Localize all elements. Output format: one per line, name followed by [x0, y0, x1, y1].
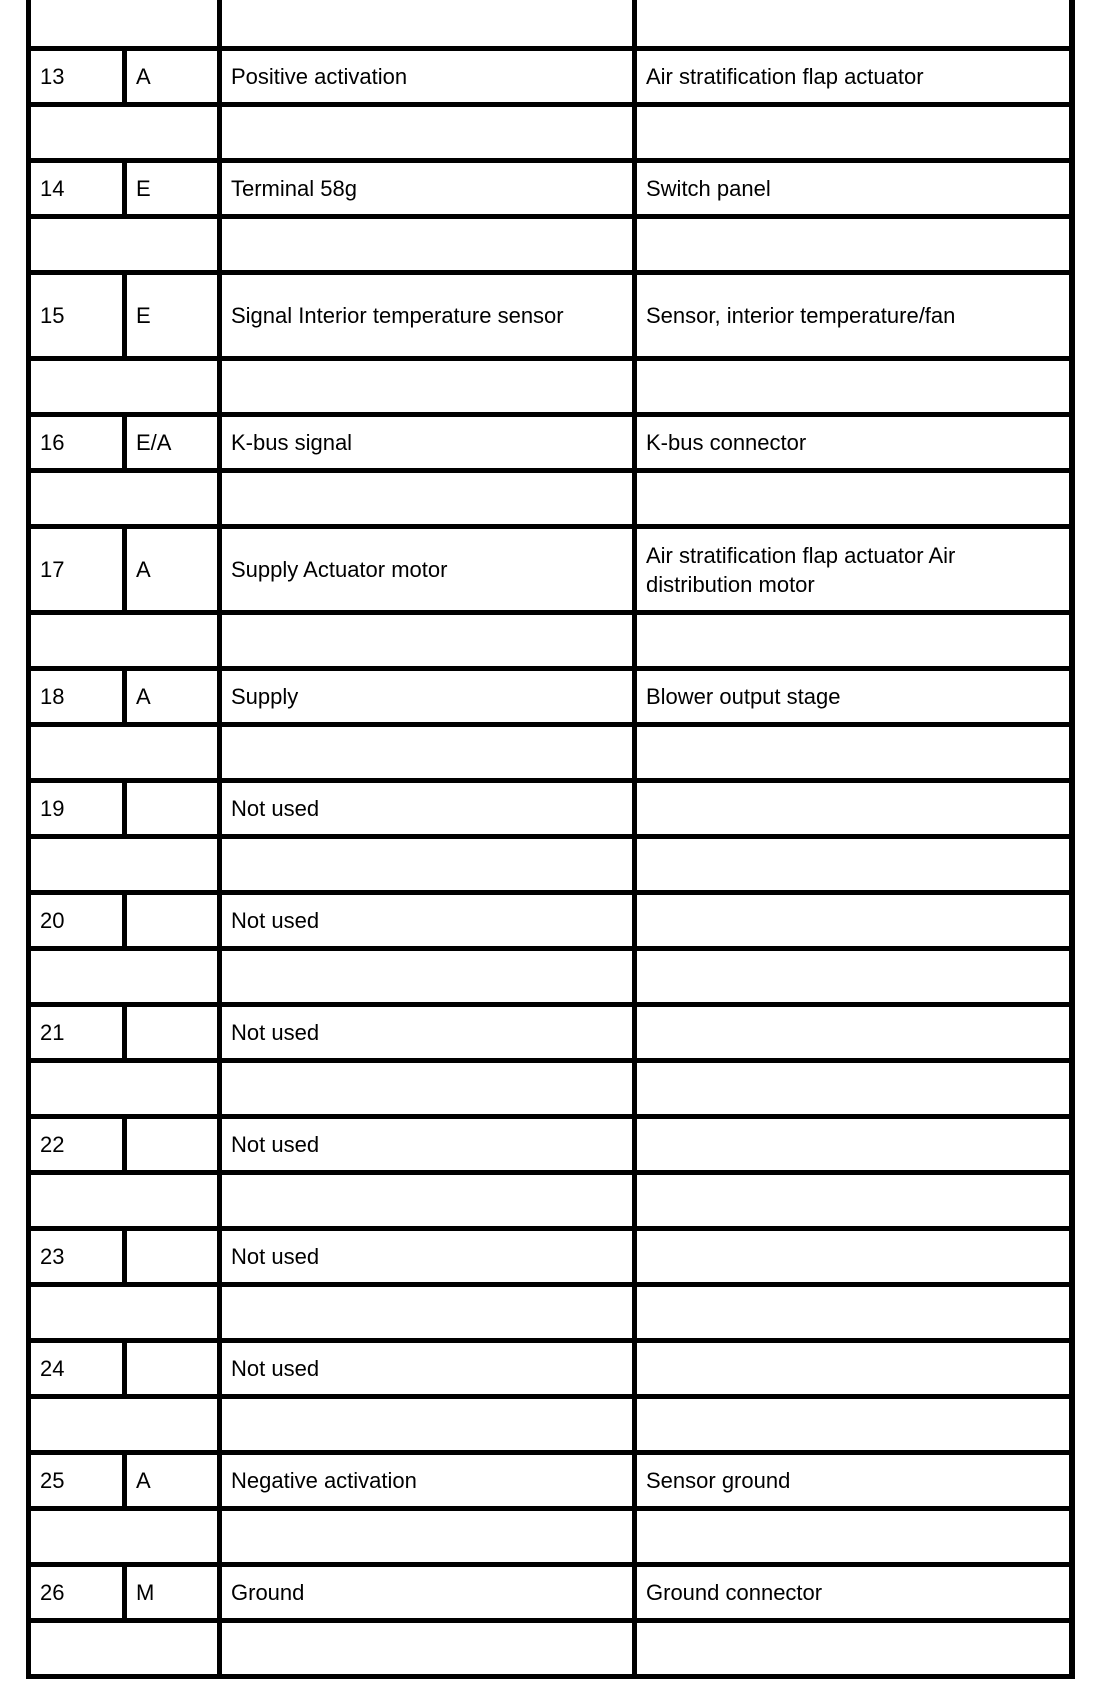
connection-target: Sensor, interior temperature/fan [646, 303, 956, 328]
connection-target: Air stratification flap actuator [646, 64, 924, 89]
pin-number: 18 [40, 684, 65, 709]
spacer-row [31, 839, 1069, 890]
connection-target: Sensor ground [646, 1468, 791, 1493]
pin-number: 21 [40, 1020, 65, 1045]
spacer-row [31, 1287, 1069, 1338]
column-divider-io [122, 666, 127, 727]
spacer-row [31, 1399, 1069, 1450]
spacer-row [31, 473, 1069, 524]
column-divider-io [122, 778, 127, 839]
io-type [136, 1231, 217, 1282]
spacer-row [31, 951, 1069, 1002]
column-divider-io [122, 1450, 127, 1511]
pin-number: 19 [40, 796, 65, 821]
io-type [136, 783, 217, 834]
io-type [136, 895, 217, 946]
signal-description: Supply Actuator motor [231, 557, 448, 582]
pin-number: 23 [40, 1244, 65, 1269]
pin-number: 24 [40, 1356, 65, 1381]
signal-description: Terminal 58g [231, 176, 357, 201]
spacer-row [31, 1063, 1069, 1114]
connection-target [646, 895, 1069, 946]
column-divider-io [122, 1338, 127, 1399]
io-type: E [136, 176, 151, 201]
connection-target [646, 1343, 1069, 1394]
spacer-row [31, 361, 1069, 412]
connection-target: Ground connector [646, 1580, 823, 1605]
spacer-row [31, 1623, 1069, 1674]
connection-target: Switch panel [646, 176, 771, 201]
table-bottom-border [26, 1674, 1075, 1679]
pin-number: 26 [40, 1580, 65, 1605]
table-right-border [1069, 0, 1075, 1679]
spacer-row [31, 107, 1069, 158]
connection-target [646, 1119, 1069, 1170]
pin-number: 17 [40, 557, 65, 582]
connection-target [646, 783, 1069, 834]
signal-description: Not used [231, 796, 320, 821]
pin-number: 14 [40, 176, 65, 201]
column-divider-io [122, 1114, 127, 1175]
column-divider-io [122, 1562, 127, 1623]
io-type [136, 1343, 217, 1394]
io-type: A [136, 64, 151, 89]
pin-number: 16 [40, 430, 65, 455]
pin-number: 15 [40, 303, 65, 328]
pin-number: 22 [40, 1132, 65, 1157]
column-divider-io [122, 270, 127, 361]
connection-target: Air stratification flap actuator Air distribution motor [646, 542, 956, 597]
io-type [136, 1119, 217, 1170]
signal-description: Not used [231, 1356, 320, 1381]
io-type: A [136, 1468, 151, 1493]
connection-target [646, 1231, 1069, 1282]
signal-description: Signal Interior temperature sensor [231, 303, 564, 328]
signal-description: Positive activation [231, 64, 408, 89]
connection-target: K-bus connector [646, 430, 807, 455]
signal-description: Supply [231, 684, 299, 709]
spacer-row [31, 1511, 1069, 1562]
io-type: M [136, 1580, 155, 1605]
column-divider-io [122, 1226, 127, 1287]
column-divider-io [122, 890, 127, 951]
io-type: A [136, 557, 151, 582]
spacer-row [31, 727, 1069, 778]
signal-description: K-bus signal [231, 430, 353, 455]
signal-description: Not used [231, 908, 320, 933]
signal-description: Not used [231, 1132, 320, 1157]
signal-description: Not used [231, 1020, 320, 1045]
spacer-row [31, 3, 1069, 46]
signal-description: Ground [231, 1580, 305, 1605]
io-type: E/A [136, 430, 172, 455]
column-divider-io [122, 524, 127, 615]
connection-target [646, 1007, 1069, 1058]
pin-number: 20 [40, 908, 65, 933]
column-divider-io [122, 1002, 127, 1063]
spacer-row [31, 1175, 1069, 1226]
column-divider-io [122, 158, 127, 219]
io-type: A [136, 684, 151, 709]
signal-description: Not used [231, 1244, 320, 1269]
pin-number: 25 [40, 1468, 65, 1493]
connection-target: Blower output stage [646, 684, 841, 709]
pin-number: 13 [40, 64, 65, 89]
io-type [136, 1007, 217, 1058]
column-divider-io [122, 46, 127, 107]
spacer-row [31, 615, 1069, 666]
spacer-row [31, 219, 1069, 270]
signal-description: Negative activation [231, 1468, 417, 1493]
column-divider-io [122, 412, 127, 473]
io-type: E [136, 303, 151, 328]
